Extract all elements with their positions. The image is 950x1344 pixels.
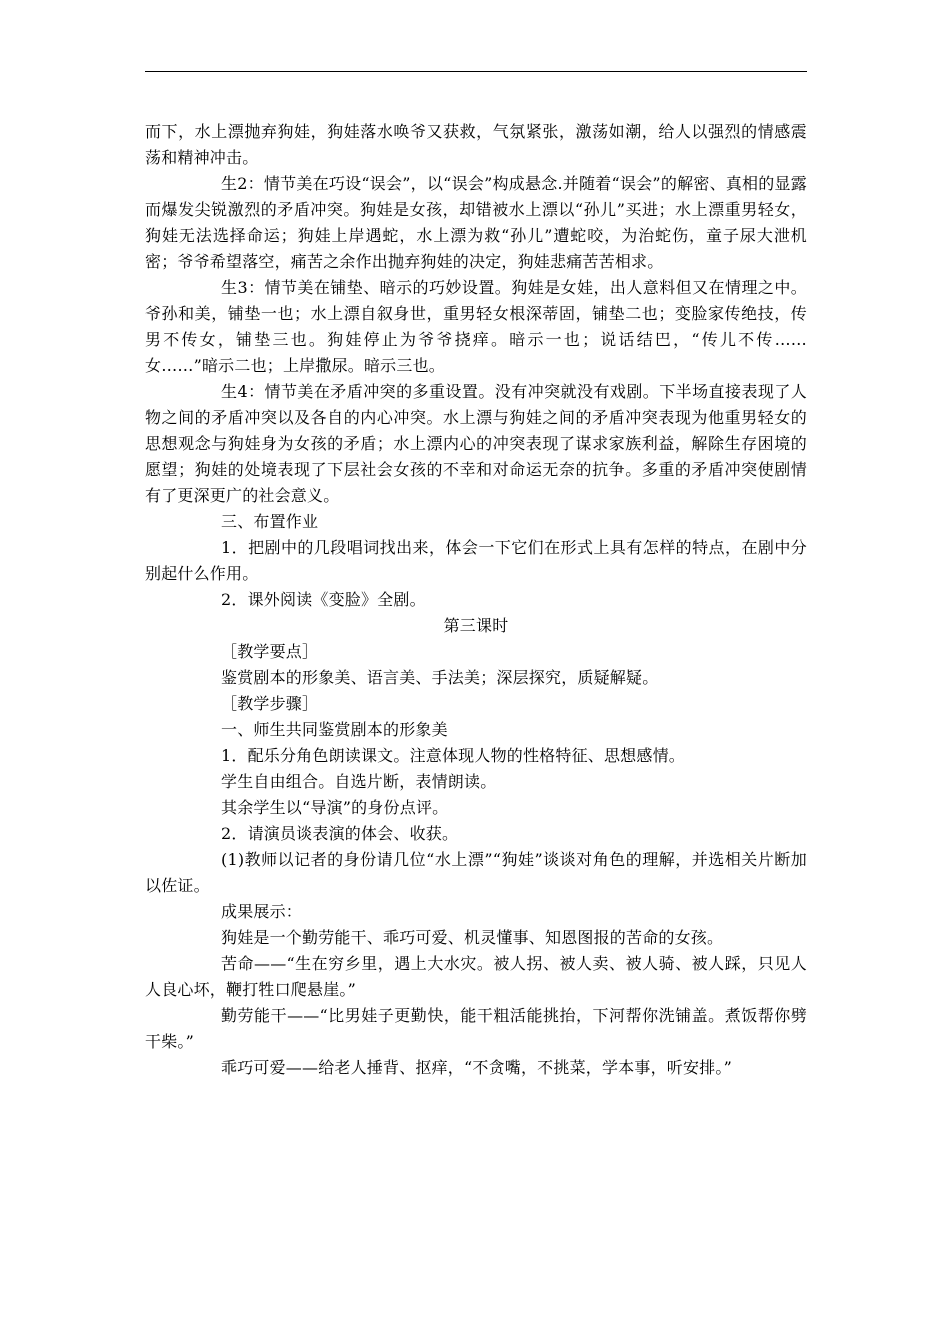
list-item: 2．课外阅读《变脸》全剧。 — [221, 590, 426, 609]
paragraph: 其余学生以“导演”的身份点评。 — [221, 798, 449, 817]
paragraph: 鉴赏剧本的形象美、语言美、手法美；深层探究，质疑解疑。 — [221, 668, 659, 687]
header-rule — [145, 71, 807, 72]
bracket-heading: ［教学要点］ — [221, 642, 319, 661]
paragraph: 乖巧可爱——给老人捶背、抠痒，“不贪嘴，不挑菜，学本事，听安排。” — [221, 1058, 732, 1077]
bracket-heading: ［教学步骤］ — [221, 694, 319, 713]
paragraph: 狗娃是一个勤劳能干、乖巧可爱、机灵懂事、知恩图报的苦命的女孩。 — [221, 928, 724, 947]
list-item: 1．配乐分角色朗读课文。注意体现人物的性格特征、思想感情。 — [221, 746, 685, 765]
list-item: 1．把剧中的几段唱词找出来，体会一下它们在形式上具有怎样的特点，在剧中分别起什么作用。 — [145, 538, 807, 583]
paragraph: 而下，水上漂抛弃狗娃，狗娃落水唤爷又获救，气氛紧张，激荡如潮，给人以强烈的情感震荡和精神冲击。 — [145, 122, 807, 167]
paragraph: 生3：情节美在铺垫、暗示的巧妙设置。狗娃是女娃，出人意料但又在情理之中。爷孙和美，铺垫一也；水上漂自叙身世，重男轻女根深蒂固，铺垫二也；变脸家传绝技，传男不传女，铺垫三也。狗娃停止为爷爷挠痒。暗示一也；说话结巴，“传儿不传……女……”暗示二也；上岸撒尿。暗示三也。 — [145, 278, 807, 375]
paragraph: 学生自由组合。自选片断，表情朗读。 — [221, 772, 497, 791]
lesson-title: 第三课时 — [443, 616, 509, 635]
section-heading: 三、布置作业 — [221, 512, 319, 531]
section-heading: 一、师生共同鉴赏剧本的形象美 — [221, 720, 448, 739]
paragraph: 生4：情节美在矛盾冲突的多重设置。没有冲突就没有戏剧。下半场直接表现了人物之间的矛盾冲突以及各自的内心冲突。水上漂与狗娃之间的矛盾冲突表现为他重男轻女的思想观念与狗娃身为女孩的矛盾；水上漂内心的冲突表现了谋求家族利益，解除生存困境的愿望；狗娃的处境表现了下层社会女孩的不幸和对命运无奈的抗争。多重的矛盾冲突使剧情有了更深更广的社会意义。 — [145, 382, 807, 505]
paragraph: (1)教师以记者的身份请几位“水上漂”“狗娃”谈谈对角色的理解，并选相关片断加以佐证。 — [145, 850, 807, 895]
paragraph: 成果展示： — [221, 902, 303, 921]
paragraph: 生2：情节美在巧设“误会”，以“误会”构成悬念.并随着“误会”的解密、真相的显露而爆发尖锐激烈的矛盾冲突。狗娃是女孩，却错被水上漂以“孙儿”买进；水上漂重男轻女，狗娃无法选择命运；狗娃上岸遇蛇，水上漂为救“孙儿”遭蛇咬，为治蛇伤，童子尿大泄机密；爷爷希望落空，痛苦之余作出抛弃狗娃的决定，狗娃悲痛苦苦相求。 — [145, 174, 807, 271]
list-item: 2．请演员谈表演的体会、收获。 — [221, 824, 459, 843]
paragraph: 勤劳能干——“比男娃子更勤快，能干粗活能挑抬，下河帮你洗铺盖。煮饭帮你劈干柴。” — [145, 1006, 807, 1051]
paragraph: 苦命——“生在穷乡里，遇上大水灾。被人拐、被人卖、被人骑、被人踩，只见人人良心坏，鞭打牲口爬悬崖。” — [145, 954, 807, 999]
document-body — [145, 119, 807, 1081]
